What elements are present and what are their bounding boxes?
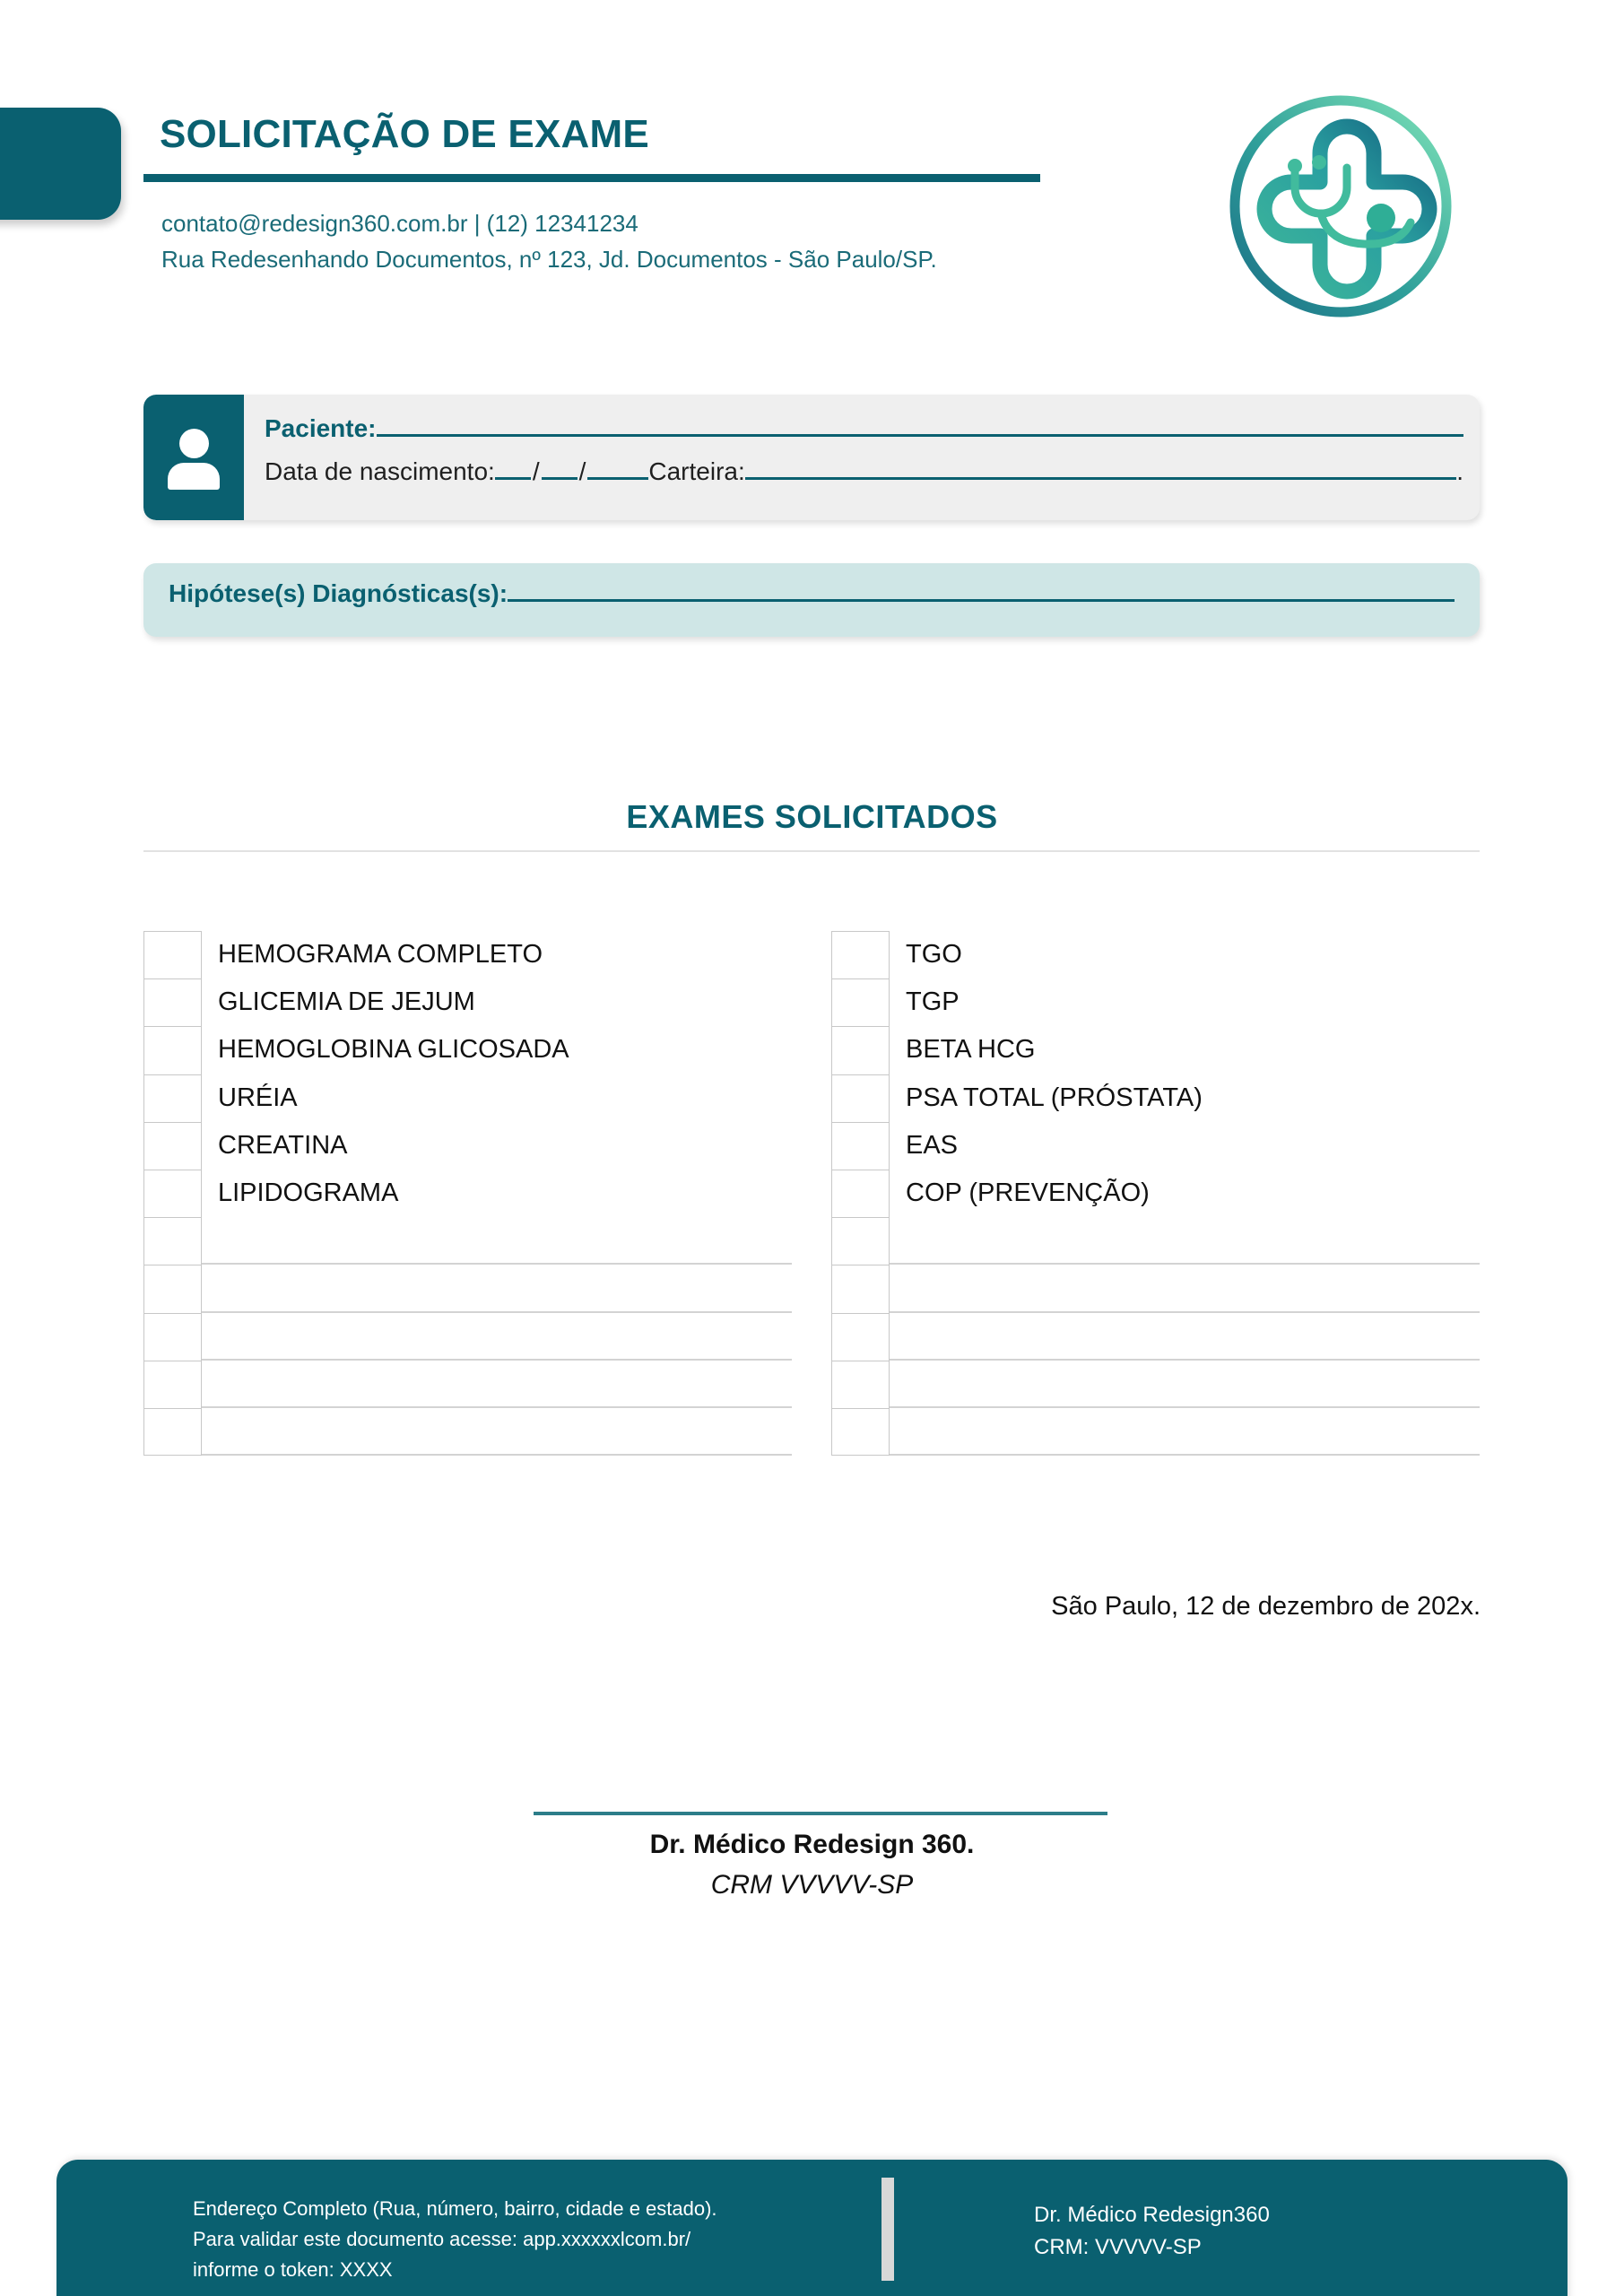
title-underline (143, 174, 1040, 182)
exam-name-label: GLICEMIA DE JEJUM (218, 987, 475, 1017)
exam-write-in-line[interactable] (202, 1265, 792, 1312)
exam-row (143, 931, 792, 978)
diagnosis-card (143, 563, 1480, 637)
exam-row (831, 1217, 1480, 1265)
exam-row (831, 1408, 1480, 1456)
exam-checkbox[interactable] (831, 978, 890, 1026)
medical-cross-stethoscope-logo (1220, 85, 1462, 327)
exam-row (143, 1313, 792, 1361)
header-accent-tab (0, 108, 121, 220)
footer-address-line: Endereço Completo (Rua, número, bairro, cidade e estado). (193, 2197, 717, 2220)
exam-checkbox[interactable] (831, 1265, 890, 1312)
exam-checkbox[interactable] (143, 1026, 202, 1074)
insurance-card-input[interactable] (745, 477, 1456, 480)
exam-checkbox[interactable] (831, 931, 890, 978)
exams-left-column (143, 931, 792, 1456)
patient-name-row (265, 414, 1463, 457)
exam-write-in-line[interactable] (202, 1361, 792, 1408)
birth-year-input[interactable] (587, 477, 648, 480)
exam-name-label: PSA TOTAL (PRÓSTATA) (906, 1083, 1203, 1112)
exam-checkbox[interactable] (143, 1265, 202, 1312)
page-title: SOLICITAÇÃO DE EXAME (160, 112, 649, 156)
insurance-card-label: Carteira: (648, 457, 745, 485)
date-slash-2: / (578, 457, 586, 485)
exam-row (143, 1217, 792, 1265)
exam-name-label: CREATINA (218, 1130, 348, 1160)
patient-fields (265, 414, 1463, 500)
exam-checkbox[interactable] (143, 1361, 202, 1408)
exam-name-label: COP (PREVENÇÃO) (906, 1178, 1150, 1208)
exams-section-divider (143, 850, 1480, 852)
birth-date-label: Data de nascimento: (265, 457, 495, 485)
doctor-name: Dr. Médico Redesign 360. (649, 1830, 975, 1859)
exam-row (143, 1265, 792, 1312)
exam-checkbox[interactable] (143, 1122, 202, 1170)
exam-checkbox[interactable] (831, 1170, 890, 1217)
footer-validation-info (193, 2194, 717, 2285)
exam-checkbox[interactable] (143, 1217, 202, 1265)
exam-checkbox[interactable] (831, 1313, 890, 1361)
exam-row (831, 1313, 1480, 1361)
exam-checkbox[interactable] (143, 1170, 202, 1217)
exams-right-column (831, 931, 1480, 1456)
exam-checkbox[interactable] (831, 1217, 890, 1265)
exam-row (831, 1026, 1480, 1074)
exam-name-label: HEMOGRAMA COMPLETO (218, 940, 543, 970)
person-icon (179, 429, 209, 458)
exam-checkbox[interactable] (143, 1408, 202, 1456)
exam-checkbox[interactable] (831, 1408, 890, 1456)
footer-validate-line: Para validar este documento acesse: app.xxxxxxlcom.br/ (193, 2228, 691, 2250)
clinic-contact-email-phone: contato@redesign360.com.br | (12) 12341234 (161, 210, 638, 237)
clinic-address: Rua Redesenhando Documentos, nº 123, Jd. Documentos - São Paulo/SP. (161, 246, 937, 273)
doctor-crm: CRM VVVVV-SP (710, 1870, 914, 1900)
exam-name-label: URÉIA (218, 1083, 298, 1112)
exam-name-label: HEMOGLOBINA GLICOSADA (218, 1035, 569, 1065)
exam-write-in-line[interactable] (890, 1408, 1480, 1456)
exam-row (143, 1170, 792, 1217)
exam-checkbox[interactable] (831, 1122, 890, 1170)
patient-name-input[interactable] (377, 434, 1464, 437)
exam-row (831, 978, 1480, 1026)
exam-checkbox[interactable] (143, 1313, 202, 1361)
exam-row (143, 1361, 792, 1408)
exams-columns (143, 931, 1480, 1456)
footer-doctor-name: Dr. Médico Redesign360 (1034, 2203, 1270, 2227)
city-and-date: São Paulo, 12 de dezembro de 202x. (1051, 1592, 1481, 1621)
exam-row (831, 1170, 1480, 1217)
footer-token-line: informe o token: XXXX (193, 2258, 393, 2281)
exam-write-in-line[interactable] (890, 1313, 1480, 1361)
birth-day-input[interactable] (495, 477, 531, 480)
exam-row (143, 1026, 792, 1074)
exam-write-in-line[interactable] (890, 1265, 1480, 1312)
exam-row (143, 978, 792, 1026)
exam-row (143, 1122, 792, 1170)
diagnosis-input[interactable] (508, 599, 1455, 602)
exam-row (831, 1074, 1480, 1122)
exam-name-label: TGP (906, 987, 960, 1017)
exam-row (831, 1265, 1480, 1312)
exam-checkbox[interactable] (831, 1074, 890, 1122)
diagnosis-label: Hipótese(s) Diagnósticas(s): (169, 579, 508, 607)
footer-divider (881, 2178, 894, 2281)
patient-icon-panel (143, 395, 244, 520)
exams-section-title: EXAMES SOLICITADOS (626, 798, 998, 835)
exam-checkbox[interactable] (831, 1026, 890, 1074)
exam-row (831, 1122, 1480, 1170)
page-footer (56, 2160, 1568, 2296)
exam-checkbox[interactable] (143, 931, 202, 978)
exam-checkbox[interactable] (831, 1361, 890, 1408)
exam-write-in-line[interactable] (202, 1217, 792, 1265)
exam-name-label: LIPIDOGRAMA (218, 1178, 399, 1208)
patient-name-label: Paciente: (265, 414, 377, 442)
exam-checkbox[interactable] (143, 1074, 202, 1122)
exam-write-in-line[interactable] (890, 1217, 1480, 1265)
birth-month-input[interactable] (542, 477, 578, 480)
exam-write-in-line[interactable] (202, 1408, 792, 1456)
exam-row (831, 931, 1480, 978)
patient-birth-card-row (265, 457, 1463, 500)
exam-write-in-line[interactable] (202, 1313, 792, 1361)
exam-write-in-line[interactable] (890, 1361, 1480, 1408)
exam-row (831, 1361, 1480, 1408)
exam-checkbox[interactable] (143, 978, 202, 1026)
signature-line (534, 1812, 1107, 1815)
exam-name-label: TGO (906, 940, 962, 970)
exam-name-label: EAS (906, 1130, 959, 1160)
patient-info-card (143, 395, 1480, 520)
line-end-dot: . (1456, 457, 1463, 485)
diagnosis-row (169, 579, 1455, 608)
footer-doctor-crm: CRM: VVVVV-SP (1034, 2235, 1202, 2259)
person-icon-body (168, 463, 220, 490)
exam-name-label: BETA HCG (906, 1035, 1036, 1065)
exam-row (143, 1074, 792, 1122)
footer-doctor-info (1034, 2199, 1270, 2264)
date-slash-1: / (532, 457, 540, 485)
exam-row (143, 1408, 792, 1456)
